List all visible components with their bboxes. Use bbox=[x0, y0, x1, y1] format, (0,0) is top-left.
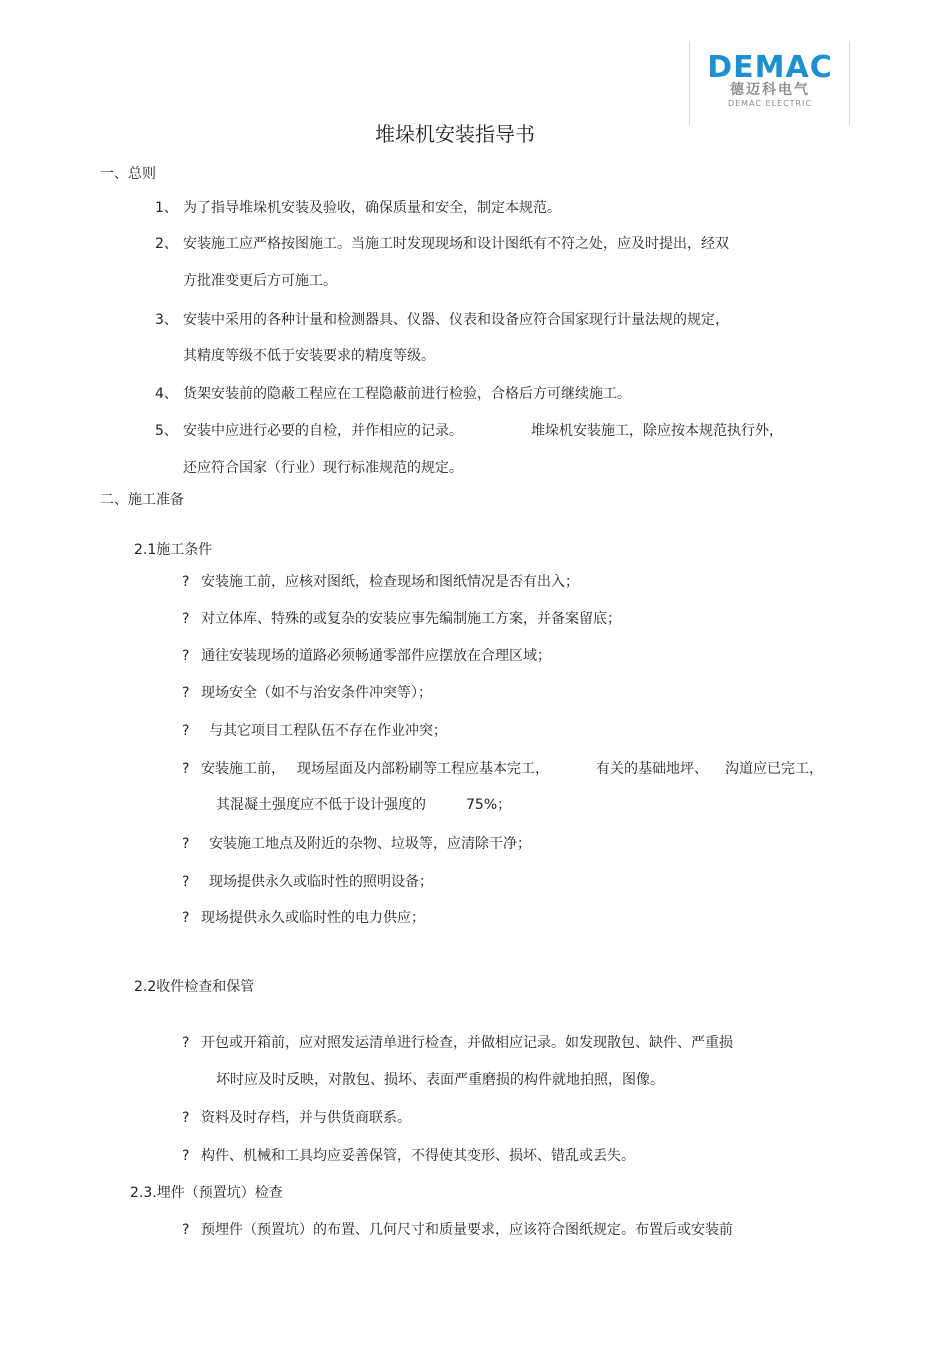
bullet-text: 资料及时存档，并与供货商联系。 bbox=[201, 1110, 411, 1126]
bullet-text-part: 75%； bbox=[466, 797, 512, 813]
bullet-marker: ? bbox=[182, 685, 190, 701]
bullet-text: 现场安全（如不与治安条件冲突等）； bbox=[201, 685, 432, 701]
item-text-tail: 堆垛机安装施工，除应按本规范执行外， bbox=[531, 423, 783, 439]
bullet-marker: ? bbox=[182, 836, 190, 852]
bullet-marker: ? bbox=[182, 1222, 190, 1238]
bullet-text: 构件、机械和工具均应妥善保管，不得使其变形、损坏、错乱或丢失。 bbox=[201, 1148, 635, 1164]
item-text: 货架安装前的隐蔽工程应在工程隐蔽前进行检验，合格后方可继续施工。 bbox=[183, 386, 631, 402]
bullet-marker: ? bbox=[182, 611, 190, 627]
company-logo bbox=[689, 41, 850, 125]
item-text-continued: 方批准变更后方可施工。 bbox=[183, 273, 337, 289]
bullet-text-continued: 坏时应及时反映，对散包、损坏、表面严重磨损的构件就地拍照，图像。 bbox=[216, 1072, 664, 1088]
bullet-marker: ? bbox=[182, 1035, 190, 1051]
item-number: 5、 bbox=[155, 423, 178, 439]
item-text-continued: 还应符合国家（行业）现行标准规范的规定。 bbox=[183, 460, 463, 476]
bullet-text-part: 现场屋面及内部粉刷等工程应基本完工， bbox=[297, 761, 549, 777]
bullet-text-part: 沟道应已完工， bbox=[725, 761, 823, 777]
bullet-text: 开包或开箱前，应对照发运清单进行检查，并做相应记录。如发现散包、缺件、严重损 bbox=[201, 1035, 733, 1051]
bullet-marker: ? bbox=[182, 910, 190, 926]
bullet-text: 对立体库、特殊的或复杂的安装应事先编制施工方案，并备案留底； bbox=[201, 611, 621, 627]
bullet-text: 与其它项目工程队伍不存在作业冲突； bbox=[209, 723, 447, 739]
item-number: 4、 bbox=[155, 386, 178, 402]
bullet-text: 预埋件（预置坑）的布置、几何尺寸和质量要求，应该符合图纸规定。布置后或安装前 bbox=[201, 1222, 733, 1238]
item-number: 3、 bbox=[155, 312, 178, 328]
bullet-marker: ? bbox=[182, 1148, 190, 1164]
bullet-marker: ? bbox=[182, 574, 190, 590]
subsection-heading: 2.2收件检查和保管 bbox=[134, 979, 255, 995]
bullet-text: 现场提供永久或临时性的电力供应； bbox=[201, 910, 425, 926]
item-number: 1、 bbox=[155, 200, 178, 216]
item-text: 安装中应进行必要的自检，并作相应的记录。 bbox=[183, 423, 463, 439]
item-text: 安装施工应严格按图施工。当施工时发现现场和设计图纸有不符之处，应及时提出，经双 bbox=[183, 236, 729, 252]
bullet-text: 现场提供永久或临时性的照明设备； bbox=[209, 874, 433, 890]
bullet-text-part: 有关的基础地坪、 bbox=[596, 761, 708, 777]
bullet-text: 安装施工前，应核对图纸，检查现场和图纸情况是否有出入； bbox=[201, 574, 579, 590]
logo-chinese-name: 德迈科电气 bbox=[730, 82, 810, 98]
bullet-text: 通往安装现场的道路必须畅通零部件应摆放在合理区域； bbox=[201, 648, 551, 664]
document-title: 堆垛机安装指导书 bbox=[375, 122, 535, 146]
bullet-marker: ? bbox=[182, 761, 190, 777]
item-text: 安装中采用的各种计量和检测器具、仪器、仪表和设备应符合国家现行计量法规的规定， bbox=[183, 312, 729, 328]
logo-english-name: DEMAC ELECTRIC bbox=[727, 99, 813, 108]
bullet-text-continued: 其混凝土强度应不低于设计强度的 bbox=[216, 797, 426, 813]
bullet-text: 安装施工地点及附近的杂物、垃圾等，应清除干净； bbox=[209, 836, 531, 852]
subsection-heading: 2.1施工条件 bbox=[134, 542, 213, 558]
logo-wordmark: DEMAC bbox=[707, 50, 833, 85]
item-number: 2、 bbox=[155, 236, 178, 252]
item-text: 为了指导堆垛机安装及验收，确保质量和安全，制定本规范。 bbox=[183, 200, 561, 216]
subsection-heading: 2.3.埋件（预置坑）检查 bbox=[130, 1185, 283, 1201]
section-heading-general: 一、总则 bbox=[100, 166, 156, 182]
bullet-marker: ? bbox=[182, 648, 190, 664]
item-text-continued: 其精度等级不低于安装要求的精度等级。 bbox=[183, 348, 435, 364]
bullet-marker: ? bbox=[182, 723, 190, 739]
bullet-text: 安装施工前， bbox=[201, 761, 285, 777]
bullet-marker: ? bbox=[182, 1110, 190, 1126]
bullet-marker: ? bbox=[182, 874, 190, 890]
section-heading-preparation: 二、施工准备 bbox=[100, 492, 184, 508]
